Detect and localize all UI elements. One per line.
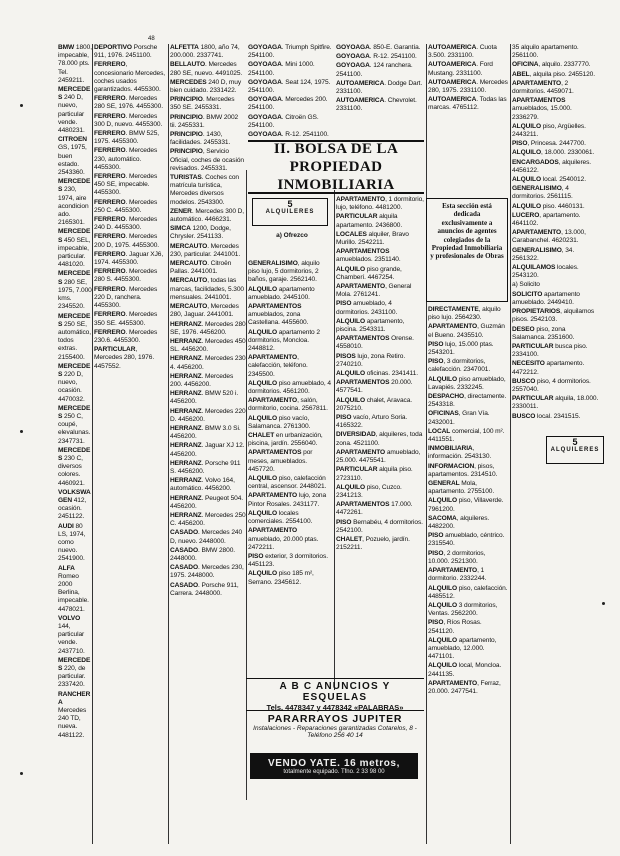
classified-ad: FERRERO. Mercedes 230, automático. 4455300. xyxy=(94,147,158,171)
classified-ad: AUTOAMERICA. Chevrolet. 2331100. xyxy=(336,97,417,113)
classified-ad: HERRANZ. Mercedes 230 4. 4456200. xyxy=(170,355,246,371)
classified-ad: BUSCO local. 2341515. xyxy=(512,412,581,420)
classified-ad: LUCERO, apartamento. 4641102. xyxy=(512,211,581,228)
margin-bullet xyxy=(602,602,605,605)
classified-ad: RANCHERA Mercedes 240 TD, nueva. 4481122. xyxy=(58,690,91,739)
classified-ad: FERRERO. Mercedes 230.6. 4455300. xyxy=(94,328,158,344)
classified-ad: MERCEDES 250 C, coupé, elevalunas. 2347731. xyxy=(58,404,91,445)
column-3a xyxy=(248,44,332,140)
classified-ad: APARTAMENTO, 1 dormitorio, lujo, teléfono. 4481200. xyxy=(336,196,424,212)
classified-ad: HERRANZ. Jaguar XJ 12. 4456200. xyxy=(170,442,245,458)
classified-ad: ALQUILO locales comerciales. 2554100. xyxy=(248,509,313,526)
classified-ad: AUTOAMERICA. Ford Mustang. 2331100. xyxy=(428,61,493,77)
classified-ad: VOLKSWAGEN 412, ocasión. 2451122. xyxy=(58,488,91,521)
classified-ad: APARTAMENTOS amueblados, 15.000. 2336279. xyxy=(512,97,572,121)
abc-ad xyxy=(246,678,424,712)
classified-ad: PARTICULAR busca piso. 2334100. xyxy=(512,342,588,359)
classified-ad: ALFA Romeo 2000 Berlina, impecable. 4478021. xyxy=(58,564,89,613)
classified-ad: FERRERO. Mercedes 350 SE. 4455300. xyxy=(94,311,158,327)
pararrayos-ad-line: Instalaciones - Reparaciones garantizadas Cotarelos, 8 - Teléfono 256 40 14 xyxy=(253,725,417,739)
classified-ad: GOYOAGA. 124 ranchera. 2541100. xyxy=(336,62,413,78)
classified-ad: AUTOAMERICA. Dodge Dart. 2331100. xyxy=(336,79,423,96)
classified-ad: APARTAMENTO, 2 dormitorios. 4459071. xyxy=(512,79,574,96)
classified-ad: FERRERO. Mercedes 250 C. 4455300. xyxy=(94,198,158,214)
classified-ad: CHALET en urbanización, piscina, jardín. 2556040. xyxy=(248,432,323,448)
classified-ad: AUDI 80 LS, 1974, como nuevo. 2541900. xyxy=(58,522,86,563)
abc-ad-title: A B C ANUNCIOS Y ESQUELAS xyxy=(279,681,391,703)
pararrayos-ad xyxy=(246,710,424,739)
classified-ad: APARTAMENTOS amueblados. 2351140. xyxy=(336,248,401,264)
classified-ad: FERRERO. Jaguar XJ6, 1974. 4455300. xyxy=(94,250,164,267)
classified-ad: PROPIETARIOS, alquilamos pisos. 2542103. xyxy=(512,308,595,324)
classified-ad: MERCEDES 250 SE, automático, todos extras. 2155400. xyxy=(58,312,91,361)
classified-ad: NECESITO apartamento. 4472212. xyxy=(512,360,585,376)
margin-bullet xyxy=(20,430,23,433)
classified-ad: PISOS lujo, zona Retiro. 2740210. xyxy=(336,352,406,368)
margin-bullet xyxy=(20,772,23,775)
classified-ad: GOYOAGA. Seat 124, 1975. 2541100. xyxy=(248,78,331,95)
classified-ad: ALQUILO apartamento, piscina. 2543311. xyxy=(336,317,405,334)
classified-ad: FERRERO. Mercedes 220 D, ranchera. 4455300. xyxy=(94,285,158,310)
classified-ad: PISO, Ríos Rosas. 2541120. xyxy=(428,619,482,635)
classified-ad: GOYOAGA. Mercedes 200. 2541100. xyxy=(248,96,328,112)
classified-ad: GOYOAGA. Citroën GS. 2541100. xyxy=(248,113,319,129)
classified-ad: ALQUILO 3 dormitorios, Ventas. 2562200. xyxy=(428,601,498,618)
classified-ad: MERCEDES 220, de particular. 2337420. xyxy=(58,656,91,689)
classified-ad: FERRERO. BMW 525, 1975. 4455300. xyxy=(94,130,159,146)
classified-ad: APARTAMENTOS 17.000. 4472261. xyxy=(336,501,413,517)
classified-ad: APARTAMENTO, salón, dormitorio, cocina. 2567811. xyxy=(248,397,328,413)
ofrezco-label: a) Ofrezco xyxy=(276,232,308,239)
classified-ad: ALQUILO piso amueblado, 4 dormitorios. 4561200. xyxy=(248,379,331,396)
classified-ad: CASADO. BMW 2800. 2448000. xyxy=(170,546,235,562)
column-1 xyxy=(58,44,92,741)
classified-ad: PISO Bernabéu, 4 dormitorios. 2542100. xyxy=(336,518,423,534)
classified-ad: PISO amueblado, céntrico. 2315540. xyxy=(428,532,505,548)
classified-ad: APARTAMENTO, 13.000, Carabanchel. 4620231. xyxy=(512,229,586,245)
section-number: 5 xyxy=(287,199,293,209)
classified-ad: APARTAMENTO, 1 dormitorio. 2332244. xyxy=(428,567,487,583)
classified-ad: FERRERO, concesionario Mercedes, coches usados garantizados. 4455300. xyxy=(94,61,166,94)
column-rule xyxy=(168,44,169,844)
classified-ad: LOCAL comercial, 100 m². 4411551. xyxy=(428,427,505,444)
classified-ad: PARTICULAR, Mercedes 280, 1976. 4457552. xyxy=(94,346,155,370)
classified-ad: OFICINA, alquilo. 2337770. xyxy=(512,61,591,69)
classified-ad: INFORMACION, pisos, apartamentos. 2314510. xyxy=(428,462,498,478)
classified-ad: CITROEN GS, 1975, buen estado. 2543360. xyxy=(58,136,87,177)
classified-ad: ALFETTA 1800, año 74, 200.000. 2337741. xyxy=(170,44,240,60)
classified-ad: APARTAMENTO, General Mola. 2761241. xyxy=(336,283,412,299)
classified-ad: MERCEDES 240 D, muy bien cuidado. 2331422. xyxy=(170,78,242,95)
classified-ad: PRINCIPIO. Mercedes 350 SE. 2455331. xyxy=(170,96,235,112)
classified-ad: HERRANZ. Mercedes 450 SL. 4456200. xyxy=(170,337,246,354)
column-rule xyxy=(426,44,427,844)
classified-ad: DIRECTAMENTE, alquilo piso lujo. 2564230. xyxy=(428,306,501,322)
classified-ad: ABEL, alquila piso. 2455120. xyxy=(512,70,595,78)
classified-ad: BMW 1800, impecable, 78.000 pts. Tel. 2459211. xyxy=(58,44,92,84)
classified-ad: HERRANZ. Mercedes 200. 4456200. xyxy=(170,372,234,388)
classified-ad: DIVERSIDAD, alquileres, toda zona. 4521100. xyxy=(336,431,423,447)
classified-ad: CASADO. Mercedes 240 D, nuevo. 2448000. xyxy=(170,529,243,545)
classified-ad: SACOMA, alquileres. 4482200. xyxy=(428,514,490,531)
classified-ad: PISO lujo, 15.000 ptas. 2543201. xyxy=(428,340,494,357)
classified-ad: LOCALES alquiler, Bravo Murillo. 2542211. xyxy=(336,230,409,247)
classified-ad: ALQUILO piso. 4460131. xyxy=(512,202,585,210)
column-rule xyxy=(334,190,335,690)
classified-ad: AUTOAMERICA. Cuota 3.500. 2331100. xyxy=(428,44,497,60)
alquileres-box-left xyxy=(252,198,328,226)
classified-ad: APARTAMENTO amueblado, 20.000 ptas. 2472211. xyxy=(248,527,319,551)
classified-ad: FERRERO. Mercedes 280 SE, 1976. 4455300. xyxy=(94,95,163,111)
classified-ad: MERCEDES 450 SEL, impecable, particular. 4481020. xyxy=(58,228,91,269)
classified-ad: FERRERO. Mercedes 240 D. 4455300. xyxy=(94,216,158,232)
classified-ad: BUSCO piso, 4 dormitorios. 2557040. xyxy=(512,377,591,393)
classified-ad: FERRERO. Mercedes 300 D, nuevo. 4455300. xyxy=(94,112,163,128)
classified-ad: MERCEDES 280 SE, 1975, 7.000 kms. 2345520. xyxy=(58,270,92,311)
classified-ad: ALQUILO chalet, Aravaca. 2075210. xyxy=(336,396,413,412)
classified-ad: MERCAUTO. Citroën Pallas. 2441001. xyxy=(170,260,232,276)
classified-ad: APARTAMENTO lujo, zona Pintor Rosales. 2431177. xyxy=(248,492,327,508)
classified-ad: AUTOAMERICA. Todas las marcas. 4765112. xyxy=(428,96,507,112)
classified-ad: ALQUILO piso grande, Chamberí. 4467254. xyxy=(336,265,402,281)
section-heading-title: II. BOLSA DE LA PROPIEDAD INMOBILIARIA xyxy=(273,141,399,193)
classified-ad: GENERALISIMO, 4 dormitorios. 2561115. xyxy=(512,185,573,201)
classified-ad: HERRANZ. BMW 520 i. 4456200. xyxy=(170,390,239,406)
classified-ad: PISO amueblado, 4 dormitorios. 2431100. xyxy=(336,300,398,316)
classified-ad: ALQUILO local. 2540012. xyxy=(512,176,586,184)
classified-ad: MERCAUTO, todas las marcas, facilidades, 5.300 mensuales. 2441001. xyxy=(170,277,245,301)
classified-ad: ALQUILO apartamento, amueblado, 12.000. 4471101. xyxy=(428,636,497,661)
column-7 xyxy=(512,44,600,824)
classified-ad: APARTAMENTO, Guzmán el Bueno. 2435510. xyxy=(428,323,505,339)
classified-ad: ZENER. Mercedes 300 D, automático. 4466231. xyxy=(170,207,245,224)
classified-ad: APARTAMENTO, Ferraz, 20.000. 2477541. xyxy=(428,679,501,695)
alquileres-box-right xyxy=(546,436,604,464)
classified-ad: ALQUILAMOS locales. 2543120. xyxy=(512,264,579,280)
column-3b xyxy=(336,44,424,140)
classified-ad: CASADO. Porsche 911, Carrera. 2448000. xyxy=(170,581,239,597)
column-6 xyxy=(428,306,508,806)
section-label: ALQUILERES xyxy=(550,447,600,453)
classified-ad: GOYOAGA. Triumph Spitfire. 2541100. xyxy=(248,44,332,60)
classified-ad: HERRANZ. Peugeot 504. 4456200. xyxy=(170,494,244,510)
column-rule xyxy=(92,44,93,844)
column-2 xyxy=(170,44,246,599)
classified-ad: PISO, 3 dormitorios, calefacción. 2347001. xyxy=(428,358,491,374)
classified-ad: APARTAMENTO amueblado, 25.000. 4475541. xyxy=(336,448,421,465)
classified-ad: FERRERO. Mercedes 200 D, 1975. 4455300. xyxy=(94,233,159,249)
classified-ad: DESEO piso, zona Salamanca. 2351600. xyxy=(512,325,575,341)
column-rule xyxy=(510,44,511,844)
classified-ad: OFICINAS, Gran Vía. 2432001. xyxy=(428,410,490,426)
classified-ad: PRINCIPIO. BMW 2002 tii. 2455331. xyxy=(170,113,239,129)
classified-ad: GENERAL Mola, apartamento. 2755100. xyxy=(428,480,495,496)
classified-ad: GOYOAGA. Mini 1000. 2541100. xyxy=(248,61,315,77)
column-1b xyxy=(94,44,166,372)
section-number: 5 xyxy=(572,437,578,447)
classified-ad: HERRANZ. Mercedes 250 C. 4456200. xyxy=(170,511,246,528)
classified-ad: ALQUILO apartamento amueblado. 2445100. xyxy=(248,285,315,301)
classified-ad: APARTAMENTOS por meses, amueblados. 4457720. xyxy=(248,449,313,473)
classified-ad: PRINCIPIO, Servicio Oficial, coches de ocasión revisados. 2455331. xyxy=(170,148,245,172)
classified-ad: HERRANZ. Mercedes 220 D. 4456200. xyxy=(170,407,246,423)
classified-ad: ENCARGADOS, alquileres. 4456122. xyxy=(512,158,592,174)
classified-ad: ALQUILO piso vacío, Salamanca. 2761300. xyxy=(248,414,311,430)
classified-ad: ALQUILO piso amueblado, Lavapiés. 2332245. xyxy=(428,375,506,391)
classified-ad: SOLICITO apartamento amueblado. 2449410. xyxy=(512,290,580,306)
classified-ad: ALQUILO piso, calefacción. 4485512. xyxy=(428,584,508,600)
classified-ad: TURISTAS. Coches con matrícula turística, Mercedes diversos modelos. 2543300. xyxy=(170,174,239,206)
classified-ad: GOYOAGA. R-12. 2541100. xyxy=(248,131,329,139)
column-4 xyxy=(248,260,332,675)
classified-ad: FERRERO. Mercedes 450 SE, impecable. 4455300. xyxy=(94,173,158,197)
classified-ad: GENERALISIMO, alquilo piso lujo, 5 dormitorios, 2 baños, garaje. 2562140. xyxy=(248,260,320,284)
column-4a xyxy=(428,44,508,140)
classified-ad: VOLVO 144, particular vende. 2437710. xyxy=(58,614,85,655)
classified-ad: PARTICULAR alquila, 18.000. 2330011. xyxy=(512,395,599,411)
classified-ad: ALQUILO piso, calefacción central, ascensor. 2448021. xyxy=(248,475,327,491)
classified-ad: FERRERO. Mercedes 280 S. 4455300. xyxy=(94,268,158,284)
classified-ad: INMOBILIARIA, información. 2543130. xyxy=(428,445,492,461)
column-5 xyxy=(336,196,424,676)
section-label: ALQUILERES xyxy=(265,209,315,215)
classified-ad: APARTAMENTOS 20.000. 4577541. xyxy=(336,379,413,395)
classified-ad: HERRANZ. BMW 3.0 Si. 4456200. xyxy=(170,424,241,441)
classified-ad: MERCEDES 230, 1974, aire acondicionado. 2165301. xyxy=(58,178,91,227)
classified-ad: MERCEDES 240 D, nuevo, particular vende. 4480231. xyxy=(58,86,91,135)
yate-ad xyxy=(250,753,418,779)
classified-ad: GOYOAGA. 850-E. Garantía. xyxy=(336,44,421,51)
abc-ad-tels: Tels. 4478347 y 4478342 «PALABRAS» xyxy=(266,703,404,712)
classified-ad: ALQUILO, 18.000. 2330061. xyxy=(512,149,595,157)
classified-ad: APARTAMENTOS Orense. 4558010. xyxy=(336,335,414,351)
classified-ad: CASADO. Mercedes 230, 1975. 2448000. xyxy=(170,564,244,580)
classified-ad: PARTICULAR alquila apartamento. 2436800. xyxy=(336,213,403,229)
classified-ad: ALQUILO apartamento 2 dormitorios, Moncloa. 2448812. xyxy=(248,328,320,353)
margin-bullet xyxy=(20,104,23,107)
classified-ad: MERCAUTO, Mercedes 280, Jaguar. 2441001. xyxy=(170,303,239,319)
classified-ad: ALQUILO piso, Cuzco. 2341213. xyxy=(336,483,402,499)
classified-ad: a) Solicito xyxy=(512,281,540,289)
section-heading xyxy=(248,140,424,194)
classified-ad: HERRANZ. Mercedes 280 SE, 1976. 4456200. xyxy=(170,320,246,336)
classified-ad: APARTAMENTO, calefacción, teléfono. 2345500. xyxy=(248,354,308,378)
classified-ad: PISO exterior, 3 dormitorios. 4451123. xyxy=(248,552,328,569)
notice-box: Esta sección está dedicada exclusivamente a anuncios de agentes colegiados de la Propiedad Inmobiliaria y profesionales de Obras xyxy=(426,198,508,302)
classified-ad: ALQUILO piso 185 m², Serrano. 2345612. xyxy=(248,570,314,586)
classified-ad: ALQUILO oficinas. 2341411. xyxy=(336,370,418,378)
classified-ad: MERCAUTO. Mercedes 230, particular. 2441001. xyxy=(170,242,241,258)
classified-ad: 35 alquilo apartamento. 2561100. xyxy=(512,44,579,60)
classified-ad: DEPORTIVO Porsche 911, 1976. 2451100. xyxy=(94,44,158,60)
classified-ad: MERCEDES 230 C, diversos colores. 4460921. xyxy=(58,446,91,487)
classified-ad: AUTOAMERICA. Mercedes 280, 1975. 2331100. xyxy=(428,78,508,95)
classified-ad: PRINCIPIO. 1430, facilidades. 2455331. xyxy=(170,131,231,147)
classified-ad: SIMCA 1200, Dodge, Chrysler. 2541133. xyxy=(170,225,231,241)
classified-ad: PARTICULAR alquila piso. 2723110. xyxy=(336,466,413,482)
classified-ad: GOYOAGA. R-12. 2541100. xyxy=(336,53,417,61)
classified-ad: DESPACHO, directamente. 2543318. xyxy=(428,393,507,409)
classified-ad: ALQUILO piso, Villaverde. 7961200. xyxy=(428,497,504,513)
classified-ad: GENERALISIMO, 34. 2561322. xyxy=(512,246,575,262)
classified-ad: MERCEDES 220 D, nuevo, ocasión. 4470032. xyxy=(58,362,91,403)
classified-ad: PISO, Princesa. 2447700. xyxy=(512,140,586,148)
classified-ad: HERRANZ. Volvo 164, automático. 4456200. xyxy=(170,477,235,493)
classified-ad: PISO, 2 dormitorios, 10.000. 2521300. xyxy=(428,549,486,565)
classified-ad: BELLAUTO. Mercedes 280 SE, nuevo. 4491025. xyxy=(170,61,243,77)
yate-ad-line: totalmente equipado. Tfno. 2 33 98 00 xyxy=(283,768,385,775)
page-number: 48 xyxy=(148,36,155,42)
classified-ad: ALQUILO local, Moncloa. 2441135. xyxy=(428,662,502,678)
pararrayos-ad-title: PARARRAYOS JUPITER xyxy=(267,713,403,725)
yate-ad-title: VENDO YATE. 16 metros, xyxy=(268,757,400,769)
classified-ad: ALQUILO piso, Argüelles. 2443211. xyxy=(512,122,586,139)
classified-ad: PISO vacío, Arturo Soria. 4165322. xyxy=(336,414,408,430)
classified-ad: CHALET, Pozuelo, jardín. 2152211. xyxy=(336,535,410,552)
classified-ad: APARTAMENTOS amueblados, zona Castellana. 4455600. xyxy=(248,303,309,327)
classified-ad: HERRANZ. Porsche 911 S. 4456200. xyxy=(170,459,241,475)
